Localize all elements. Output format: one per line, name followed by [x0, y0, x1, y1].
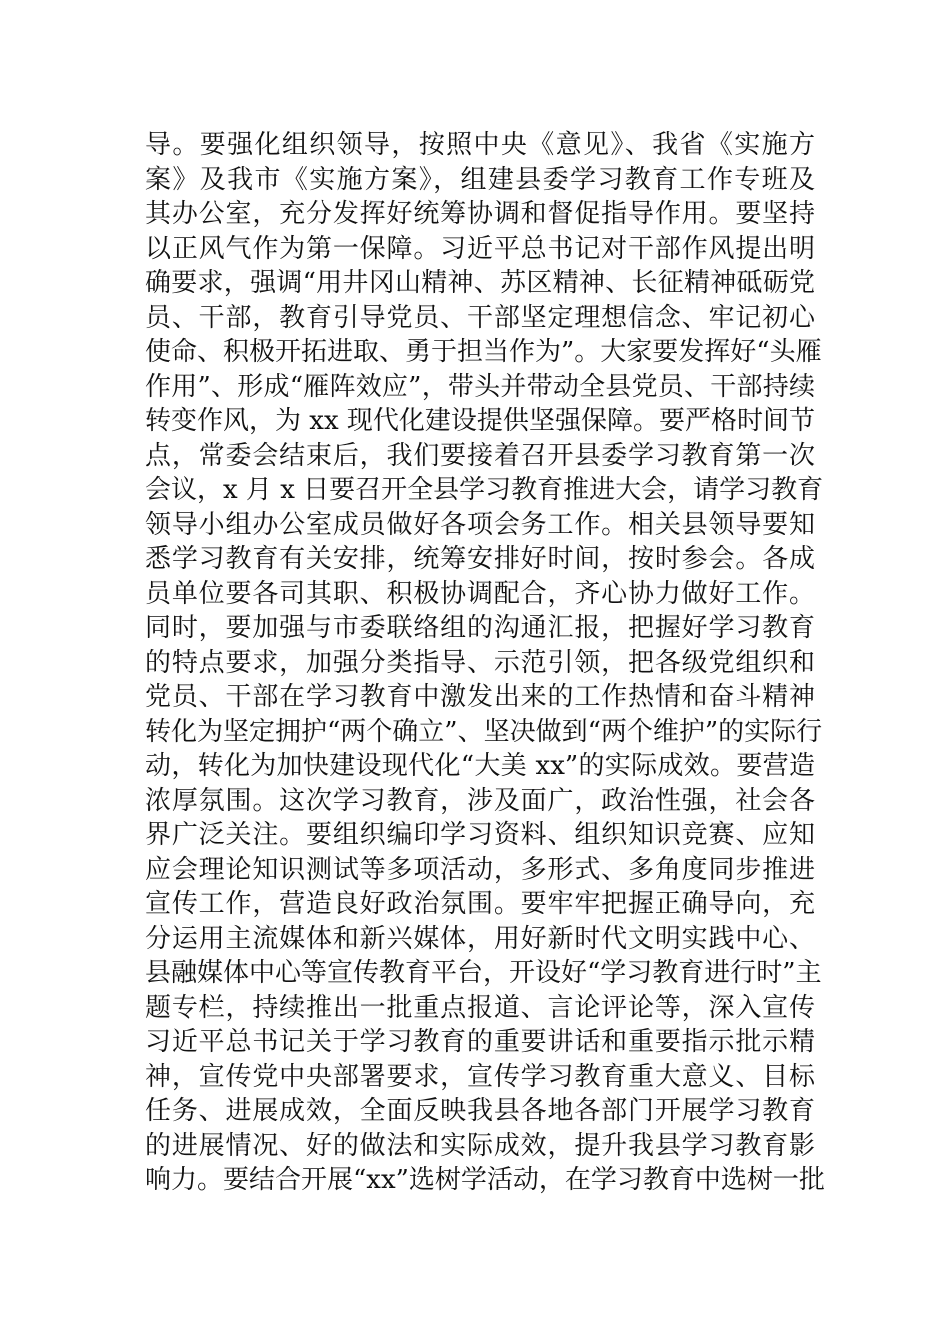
text-line: 领导小组办公室成员做好各项会务工作。相关县领导要知	[145, 509, 815, 540]
text-line: 案》及我市《实施方案》，组建县委学习教育工作专班及	[145, 164, 815, 195]
text-line: 同时，要加强与市委联络组的沟通汇报，把握好学习教育	[145, 613, 815, 643]
text-line: 响力。要结合开展“xx”选树学活动，在学习教育中选树一批	[145, 1165, 825, 1195]
text-line: 题专栏，持续推出一批重点报道、言论评论等，深入宣传	[145, 992, 815, 1023]
text-line: 习近平总书记关于学习教育的重要讲话和重要指示批示精	[145, 1027, 815, 1057]
text-line: 员单位要各司其职、积极协调配合，齐心协力做好工作。	[145, 578, 815, 609]
text-line: 作用”、形成“雁阵效应”，带头并带动全县党员、干部持续	[145, 371, 815, 402]
text-line: 会议，x 月 x 日要召开全县学习教育推进大会，请学习教育	[145, 475, 824, 505]
text-line: 党员、干部在学习教育中激发出来的工作热情和奋斗精神	[145, 682, 815, 712]
text-line: 神，宣传党中央部署要求，宣传学习教育重大意义、目标	[145, 1061, 815, 1092]
text-line: 任务、进展成效，全面反映我县各地各部门开展学习教育	[145, 1096, 815, 1126]
text-line: 的进展情况、好的做法和实际成效，提升我县学习教育影	[145, 1130, 815, 1161]
text-line: 导。要强化组织领导，按照中央《意见》、我省《实施方	[145, 130, 815, 160]
text-line: 员、干部，教育引导党员、干部坚定理想信念、牢记初心	[145, 302, 815, 333]
text-line: 悉学习教育有关安排，统筹安排好时间，按时参会。各成	[145, 544, 815, 574]
text-line: 县融媒体中心等宣传教育平台，开设好“学习教育进行时”主	[145, 958, 822, 988]
text-line: 确要求，强调“用井冈山精神、苏区精神、长征精神砥砺党	[145, 268, 815, 298]
text-line: 宣传工作，营造良好政治氛围。要牢牢把握正确导向，充	[145, 889, 815, 919]
text-line: 界广泛关注。要组织编印学习资料、组织知识竞赛、应知	[145, 820, 815, 850]
text-line: 的特点要求，加强分类指导、示范引领，把各级党组织和	[145, 647, 815, 678]
text-line: 以正风气作为第一保障。习近平总书记对干部作风提出明	[145, 233, 815, 264]
text-line: 其办公室，充分发挥好统筹协调和督促指导作用。要坚持	[145, 199, 815, 229]
text-line: 转变作风，为 xx 现代化建设提供坚强保障。要严格时间节	[145, 406, 815, 436]
text-line: 动，转化为加快建设现代化“大美 xx”的实际成效。要营造	[145, 751, 815, 781]
text-line: 分运用主流媒体和新兴媒体，用好新时代文明实践中心、	[145, 923, 815, 954]
text-line: 转化为坚定拥护“两个确立”、坚决做到“两个维护”的实际行	[145, 716, 823, 747]
text-line: 应会理论知识测试等多项活动，多形式、多角度同步推进	[145, 854, 815, 885]
text-line: 浓厚氛围。这次学习教育，涉及面广，政治性强，社会各	[145, 785, 815, 816]
body-text	[145, 128, 825, 1198]
text-line: 使命、积极开拓进取、勇于担当作为”。大家要发挥好“头雁	[145, 337, 822, 367]
text-line: 点，常委会结束后，我们要接着召开县委学习教育第一次	[145, 440, 815, 471]
